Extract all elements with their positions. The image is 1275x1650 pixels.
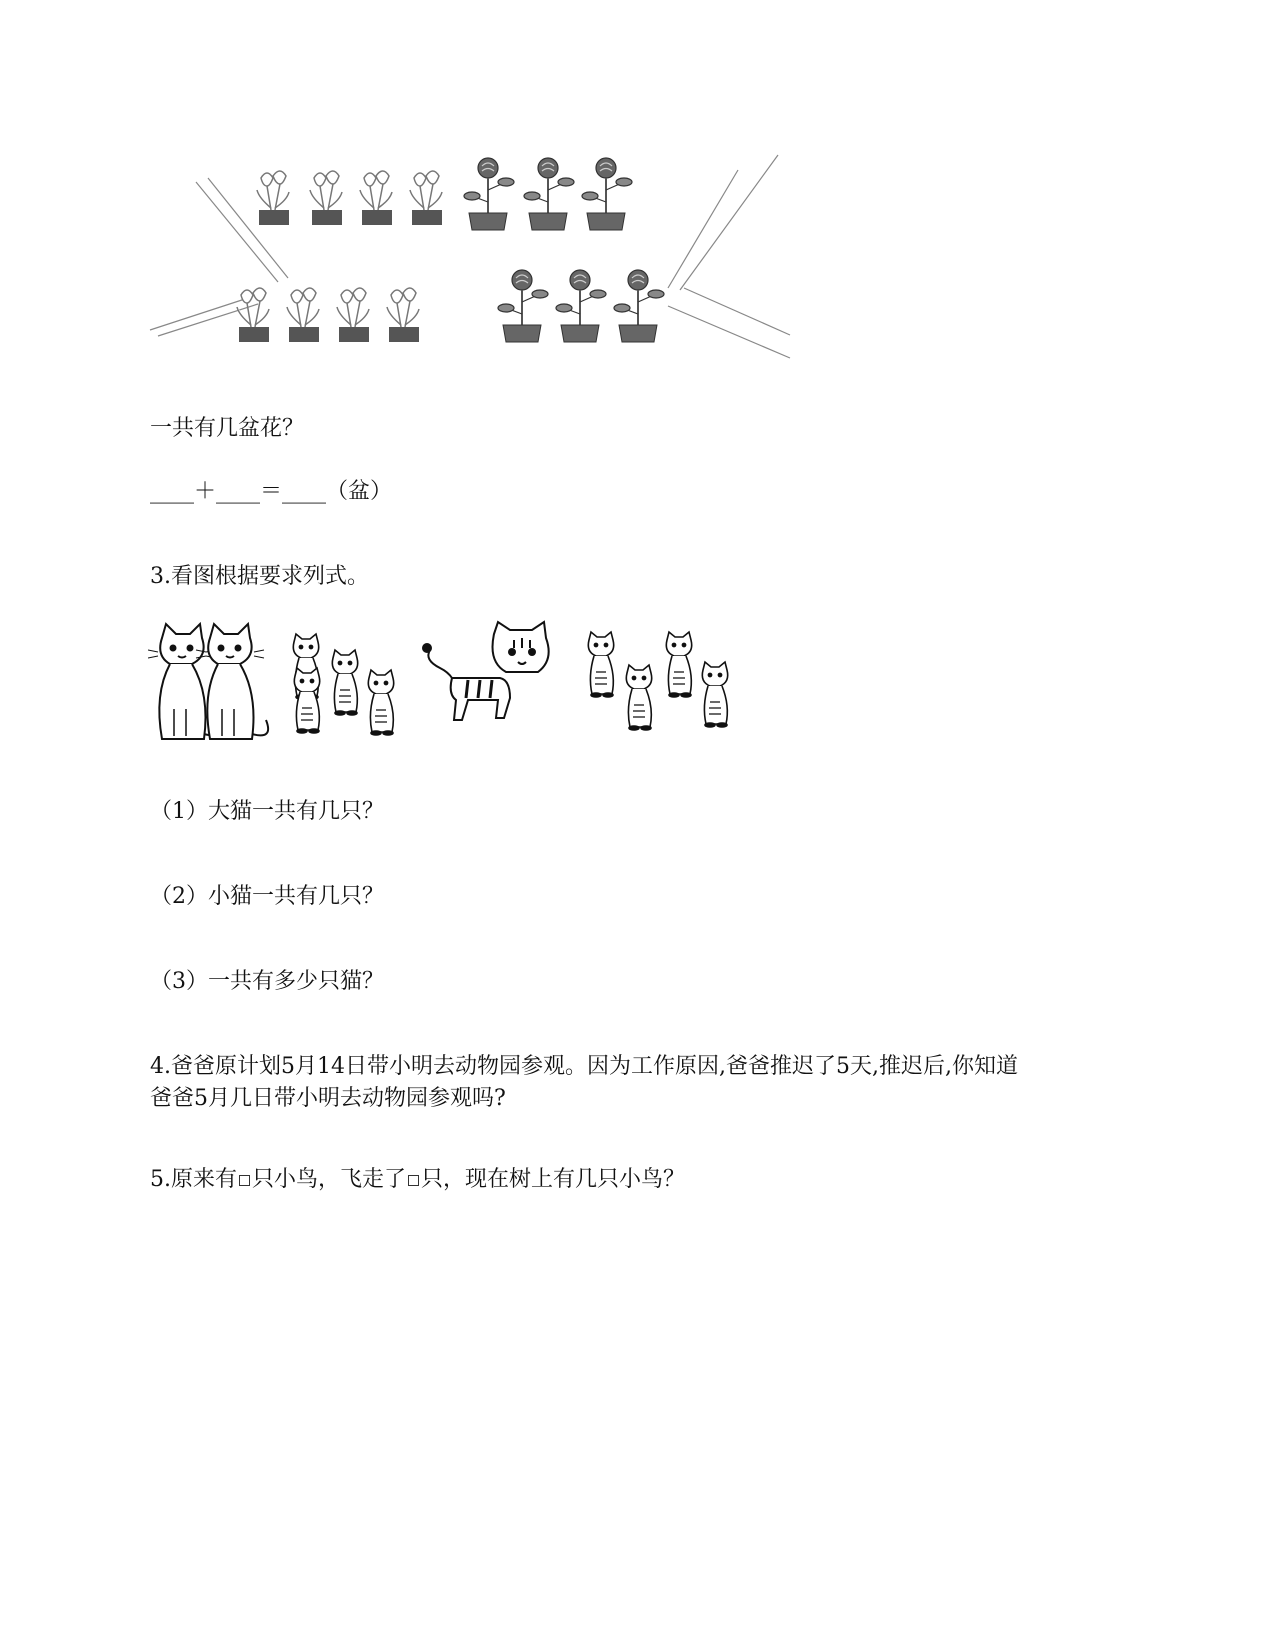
- question-3-sub3: （3）一共有多少只猫？: [150, 969, 384, 994]
- question-3-sub2: （2）小猫一共有几只？: [150, 884, 384, 909]
- walking-cat: [423, 622, 549, 720]
- flowers-equation: ____＋____＝____（盆）: [150, 479, 393, 504]
- flower-pots-illustration: [148, 150, 808, 365]
- question-3-sub1: （1）大猫一共有几只？: [150, 799, 384, 824]
- question-5: [150, 1163, 685, 1197]
- question-4-line2: 爸爸5月几日带小明去动物园参观吗?: [150, 1086, 506, 1111]
- question-4-line1: 4.爸爸原计划5月14日带小明去动物园参观。因为工作原因,爸爸推迟了5天,推迟后,你知道: [150, 1054, 1018, 1079]
- question-3-title: 3.看图根据要求列式。: [150, 564, 369, 589]
- question-5-part2: 只小鸟，飞走了: [252, 1167, 407, 1192]
- question-5-part3: 只，现在树上有几只小鸟？: [421, 1167, 686, 1192]
- blank-box-icon: [408, 1175, 419, 1186]
- blank-box-icon: [239, 1175, 250, 1186]
- flowers-question: 一共有几盆花？: [150, 416, 305, 441]
- question-5-part1: 5.原来有: [150, 1167, 237, 1192]
- cats-illustration: [148, 620, 748, 745]
